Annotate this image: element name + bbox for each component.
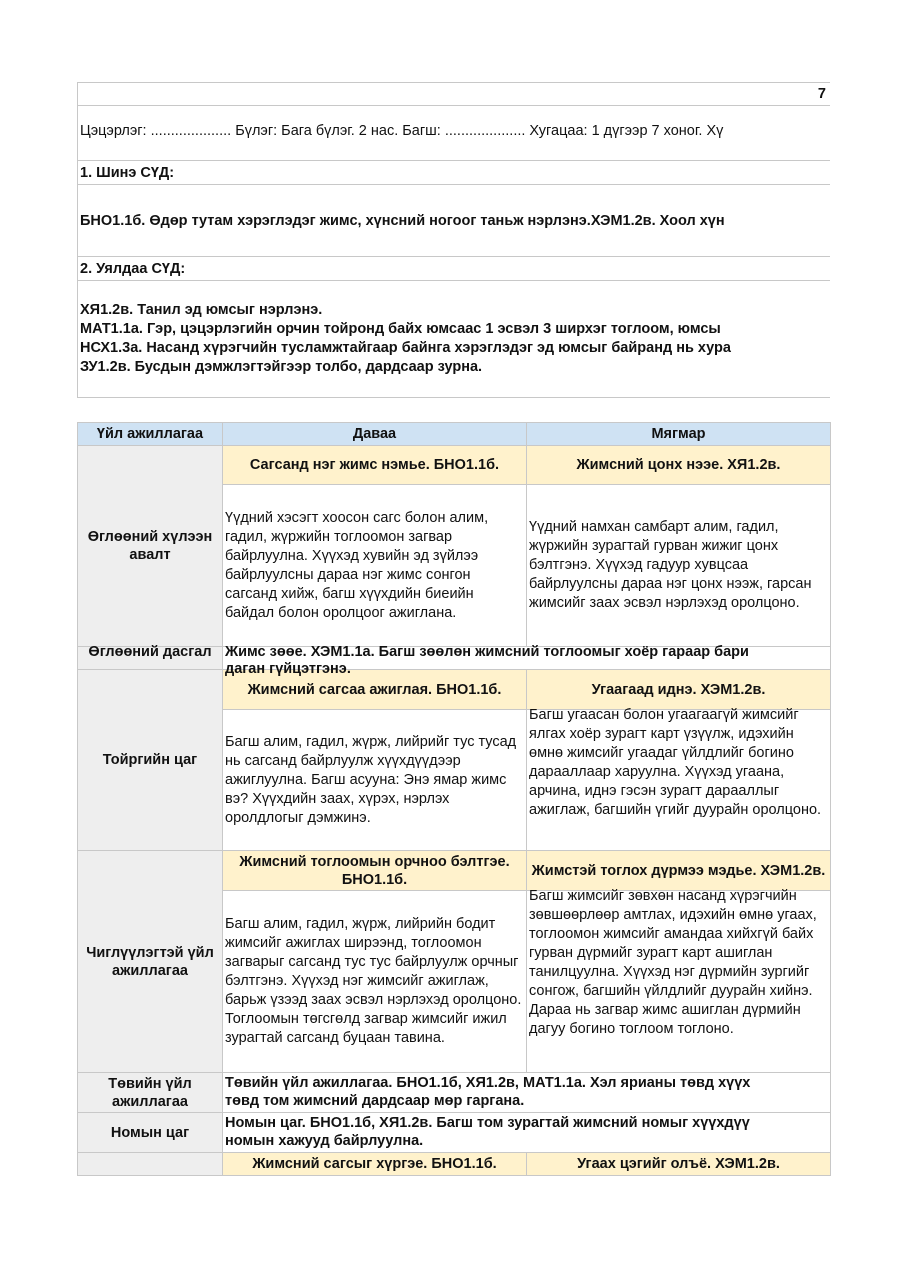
focused-mon-body: Багш алим, гадил, жүрж, лийрийн бодит жимсийг ажиглах ширээнд, тоглоомон загварыг сагсанд тус тус байрлуулж орчныг бэлтгэнэ. Хүүхэд нэг жимсийг ажиглаж, барьж үзээд заах эсвэл нэрлэхэд оролцоно. Тоглоомын төгсгөлд загвар жимсийг ижил зурагтай сагсанд буцаан тавина. <box>223 891 527 1073</box>
row-label-morning: Өглөөний хүлээн авалт <box>78 446 223 647</box>
row-label-exercise: Өглөөний дасгал <box>78 647 223 670</box>
circle-tue-title: Угаагаад иднэ. ХЭМ1.2в. <box>527 670 831 710</box>
continued-standards <box>77 280 830 398</box>
book-text: Номын цаг. БНО1.1б, ХЯ1.2в. Багш том зурагтай жимсний номыг хүүхдүү номын хажууд байрлуулна. <box>225 1114 750 1149</box>
central-text: Төвийн үйл ажиллагаа. БНО1.1б, ХЯ1.2в, МАТ1.1а. Хэл ярианы төвд хүүх төвд том жимсний дардсаар мөр гаргана. <box>225 1074 751 1109</box>
continued-line: НСХ1.3а. Насанд хүрэгчийн тусламжтайгаар байнга хэрэглэдэг эд юмсыг байранд нь хура <box>80 340 731 356</box>
morning-tue-body: Үүдний намхан самбарт алим, гадил, жүржийн зурагтай гурван жижиг цонх бэлтгэнэ. Хүүхэд гадуур хувцсаа байрлуулсны дараа нэг цонх нээж, гарсан жимсийг заах эсвэл нэрлэхэд оролцоно. <box>527 485 831 647</box>
circle-tue-body: Багш угаасан болон угаагаагүй жимсийг ялгах хоёр зурагт карт үзүүлж, идэхийн өмнө жимсийг угаадаг үйлдлийг богино дарааллаар харуулна. Хүүхэд угаана, арчина, иднэ гэсэн зурагт дарааллыг ажиглаж, багшийн үгийг дуурайн оролцоно. <box>529 707 822 818</box>
new-standards-text: БНО1.1б. Өдөр тутам хэрэглэдэг жимс, хүнсний ногоог таньж нэрлэнэ.ХЭМ1.2в. Хоол хүн <box>77 184 830 256</box>
table-row <box>78 1113 831 1153</box>
table-row <box>78 1153 831 1176</box>
row-label-last <box>78 1153 223 1176</box>
focused-mon-title: Жимсний тоглоомын орчноо бэлтгэе. БНО1.1б. <box>223 851 527 891</box>
table-row <box>78 1073 831 1113</box>
focused-tue-body: Багш жимсийг зөвхөн насанд хүрэгчийн зөвшөөрлөөр амтлах, идэхийн өмнө угаах, тоглоомон жимсийг амандаа хийхгүй байх гурван дүрмийг зурагт карт ашиглан танилцуулна. Хүүхэд нэг дүрмийн зургийг сонгож, багшийн үйлдлийг дуурайн хийнэ. Дараа нь загвар жимс ашиглан дүрмийн дагуу богино тоглоом тоглоно. <box>529 888 817 1037</box>
continued-line: МАТ1.1а. Гэр, цэцэрлэгийн орчин тойронд байх юмсаас 1 эсвэл 3 ширхэг тоглоом, юмсы <box>80 321 721 337</box>
focused-tue-cell <box>527 888 831 1073</box>
morning-mon-body: Үүдний хэсэгт хоосон сагс болон алим, гадил, жүржийн тоглоомон загвар байрлуулна. Хүүхэд хувийн эд зүйлээ байрлуулсны дараа нэг жимс сонгон сагсанд хийж, багш хүүхдийн биеийн байдал болон оролцоог ажиглана. <box>223 485 527 647</box>
table-header-row <box>78 423 831 446</box>
circle-mon-title: Жимсний сагсаа ажиглая. БНО1.1б. <box>223 670 527 710</box>
last-mon-title: Жимсний сагсыг хүргэе. БНО1.1б. <box>223 1153 527 1176</box>
weekly-plan-table <box>77 422 831 1176</box>
header-monday: Даваа <box>223 423 527 446</box>
morning-tue-title: Жимсний цонх нээе. ХЯ1.2в. <box>527 446 831 485</box>
exercise-text: Жимс зөөе. ХЭМ1.1а. Багш зөөлөн жимсний тоглоомыг хоёр гараар бари даган гүйцэтгэнэ. <box>225 644 749 677</box>
focused-tue-title: Жимстэй тоглох дүрмээ мэдье. ХЭМ1.2в. <box>527 851 831 891</box>
row-label-focused: Чиглүүлэгтэй үйл ажиллагаа <box>78 851 223 1073</box>
circle-mon-body: Багш алим, гадил, жүрж, лийрийг тус тусад нь сагсанд байрлуулж хүүхдүүдээр ажиглуулна. Багш асууна: Энэ ямар жимс вэ? Хүүхдийн заах, хүрэх, нэрлэх оролдлогыг дэмжинэ. <box>223 710 527 851</box>
book-text-cell <box>223 1113 831 1153</box>
header-line: Цэцэрлэг: .................... Бүлэг: Бага бүлэг. 2 нас. Багш: .................... Хугацаа: 1 дүгээр 7 хоног. Хү <box>77 105 830 160</box>
exercise-text-cell <box>223 644 831 677</box>
row-label-book: Номын цаг <box>78 1113 223 1153</box>
table-row <box>78 670 831 710</box>
last-tue-title: Угаах цэгийг олъё. ХЭМ1.2в. <box>527 1153 831 1176</box>
row-label-central: Төвийн үйл ажиллагаа <box>78 1073 223 1113</box>
new-standards-heading: 1. Шинэ СҮД: <box>77 160 830 184</box>
continued-line: ЗУ1.2в. Бусдын дэмжлэгтэйгээр толбо, дардсаар зурна. <box>80 359 483 375</box>
morning-mon-title: Сагсанд нэг жимс нэмье. БНО1.1б. <box>223 446 527 485</box>
circle-tue-cell <box>527 707 831 851</box>
header-tuesday: Мягмар <box>527 423 831 446</box>
header-activity: Үйл ажиллагаа <box>78 423 223 446</box>
row-label-circle: Тойргийн цаг <box>78 670 223 851</box>
table-row <box>78 446 831 485</box>
table-row <box>78 647 831 670</box>
continued-heading: 2. Уялдаа СҮД: <box>77 256 830 280</box>
central-text-cell <box>223 1073 831 1113</box>
page-number: 7 <box>77 82 830 105</box>
table-row <box>78 851 831 891</box>
continued-line: ХЯ1.2в. Танил эд юмсыг нэрлэнэ. <box>80 302 323 318</box>
